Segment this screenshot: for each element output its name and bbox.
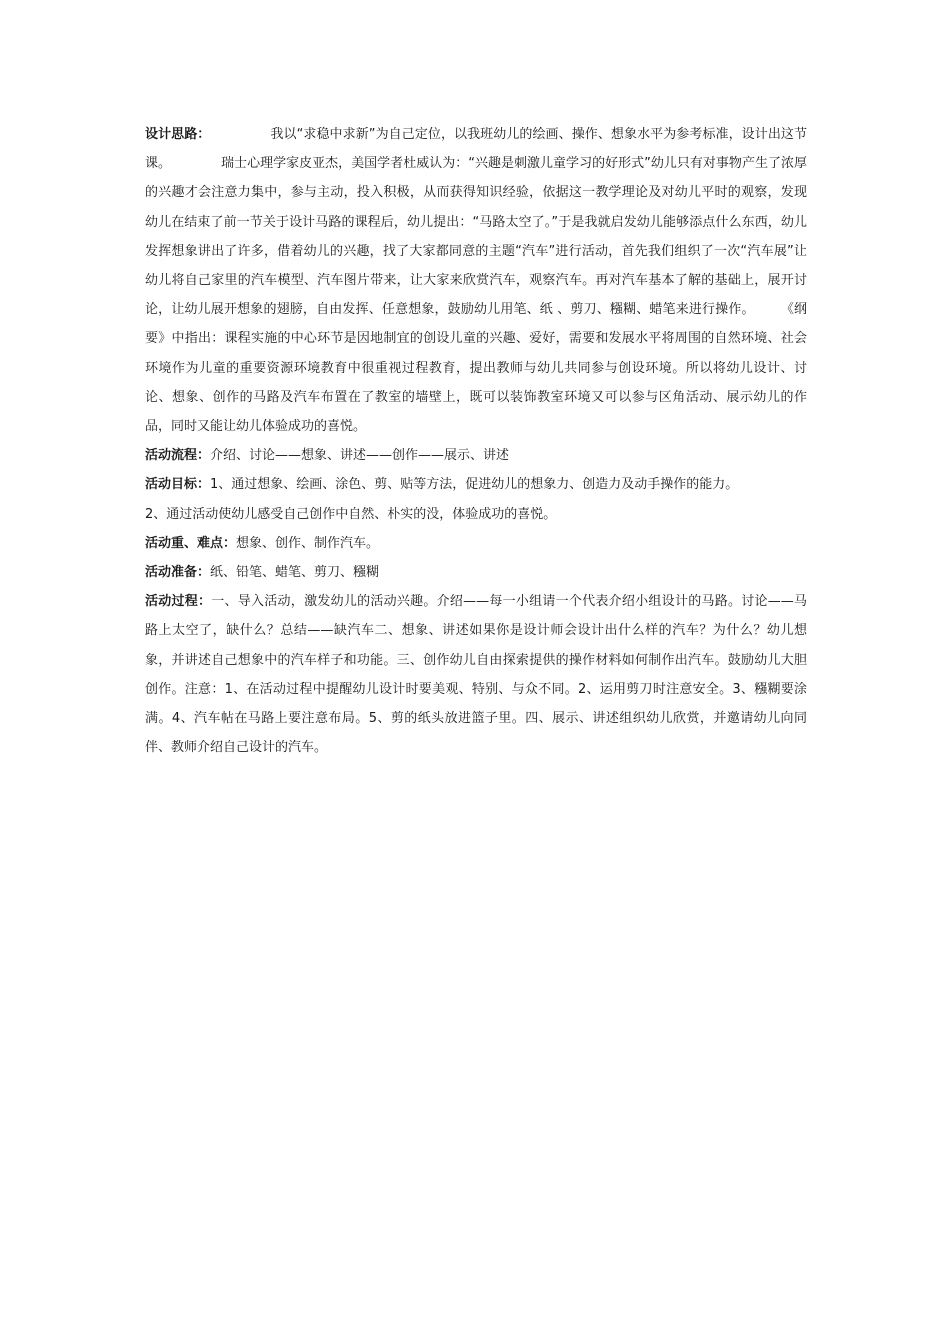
- process-section: [145, 587, 807, 762]
- goals-section: [145, 470, 807, 499]
- design-section: [145, 120, 807, 441]
- process-text: 一、导入活动，激发幼儿的活动兴趣。介绍——每一小组请一个代表介绍小组设计的马路。讨论——马路上太空了，缺什么？总结——缺汽车二、想象、讲述如果你是设计师会设计出什么样的汽车？为什么？幼儿想象，并讲述自己想象中的汽车样子和功能。三、创作幼儿自由探索提供的操作材料如何制作出汽车。鼓励幼儿大胆创作。注意：1、在活动过程中提醒幼儿设计时要美观、特别、与众不同。2、运用剪刀时注意安全。3、糨糊要涂满。4、汽车帖在马路上要注意布局。5、剪的纸头放进篮子里。四、展示、讲述组织幼儿欣赏，并邀请幼儿向同伴、教师介绍自己设计的汽车。: [145, 594, 807, 756]
- design-paragraph-1: 我以“求稳中求新”为自己定位，以我班幼儿的绘画、操作、想象水平为参考标准，设计出这节课。: [145, 127, 807, 172]
- goals-text-1: 1、通过想象、绘画、涂色、剪、贴等方法，促进幼儿的想象力、创造力及动手操作的能力。: [210, 477, 739, 493]
- prep-label: 活动准备：: [145, 565, 211, 581]
- goals-label: 活动目标：: [145, 477, 211, 493]
- design-paragraph-3: 《纲要》中指出：课程实施的中心环节是因地制宜的创设儿童的兴趣、爱好，需要和发展水平将周围的自然环境、社会环境作为儿童的重要资源环境教育中很重视过程教育，提出教师与幼儿共同参与创设环境。所以将幼儿设计、讨论、想象、创作的马路及汽车布置在了教室的墙壁上，既可以装饰教室环境又可以参与区角活动、展示幼儿的作品，同时又能让幼儿体验成功的喜悦。: [145, 302, 807, 435]
- goals-section-2: [145, 500, 807, 529]
- keypoints-text: 想象、创作、制作汽车。: [236, 535, 380, 551]
- keypoints-label: 活动重、难点：: [145, 535, 237, 551]
- design-label: 设计思路：: [145, 127, 211, 142]
- process-label: 活动过程：: [145, 594, 212, 610]
- goals-text-2: 2、通过活动使幼儿感受自己创作中自然、朴实的没，体验成功的喜悦。: [145, 506, 557, 522]
- design-paragraph-2: 瑞士心理学家皮亚杰，美国学者杜威认为：“兴趣是刺激儿童学习的好形式”幼儿只有对事物产生了浓厚的兴趣才会注意力集中，参与主动，投入积极，从而获得知识经验，依据这一教学理论及对幼儿平时的观察，发现幼儿在结束了前一节关于设计马路的课程后，幼儿提出：“马路太空了。”于是我就启发幼儿能够添点什么东西，幼儿发挥想象讲出了许多，借着幼儿的兴趣，找了大家都同意的主题“汽车”进行活动，首先我们组织了一次“汽车展”让幼儿将自己家里的汽车模型、汽车图片带来，让大家来欣赏汽车，观察汽车。再对汽车基本了解的基础上，展开讨论，让幼儿展开想象的翅膀，自由发挥、任意想象，鼓励幼儿用笔、纸 、剪刀、糨糊、蜡笔来进行操作。: [145, 156, 807, 318]
- flow-text: 介绍、讨论——想象、讲述——创作——展示、讲述: [210, 448, 510, 464]
- document-page: [145, 120, 807, 762]
- flow-label: 活动流程：: [145, 448, 211, 464]
- prep-section: [145, 558, 807, 587]
- keypoints-section: [145, 529, 807, 558]
- flow-section: [145, 441, 807, 470]
- prep-text: 纸、铅笔、蜡笔、剪刀、糨糊: [210, 565, 380, 581]
